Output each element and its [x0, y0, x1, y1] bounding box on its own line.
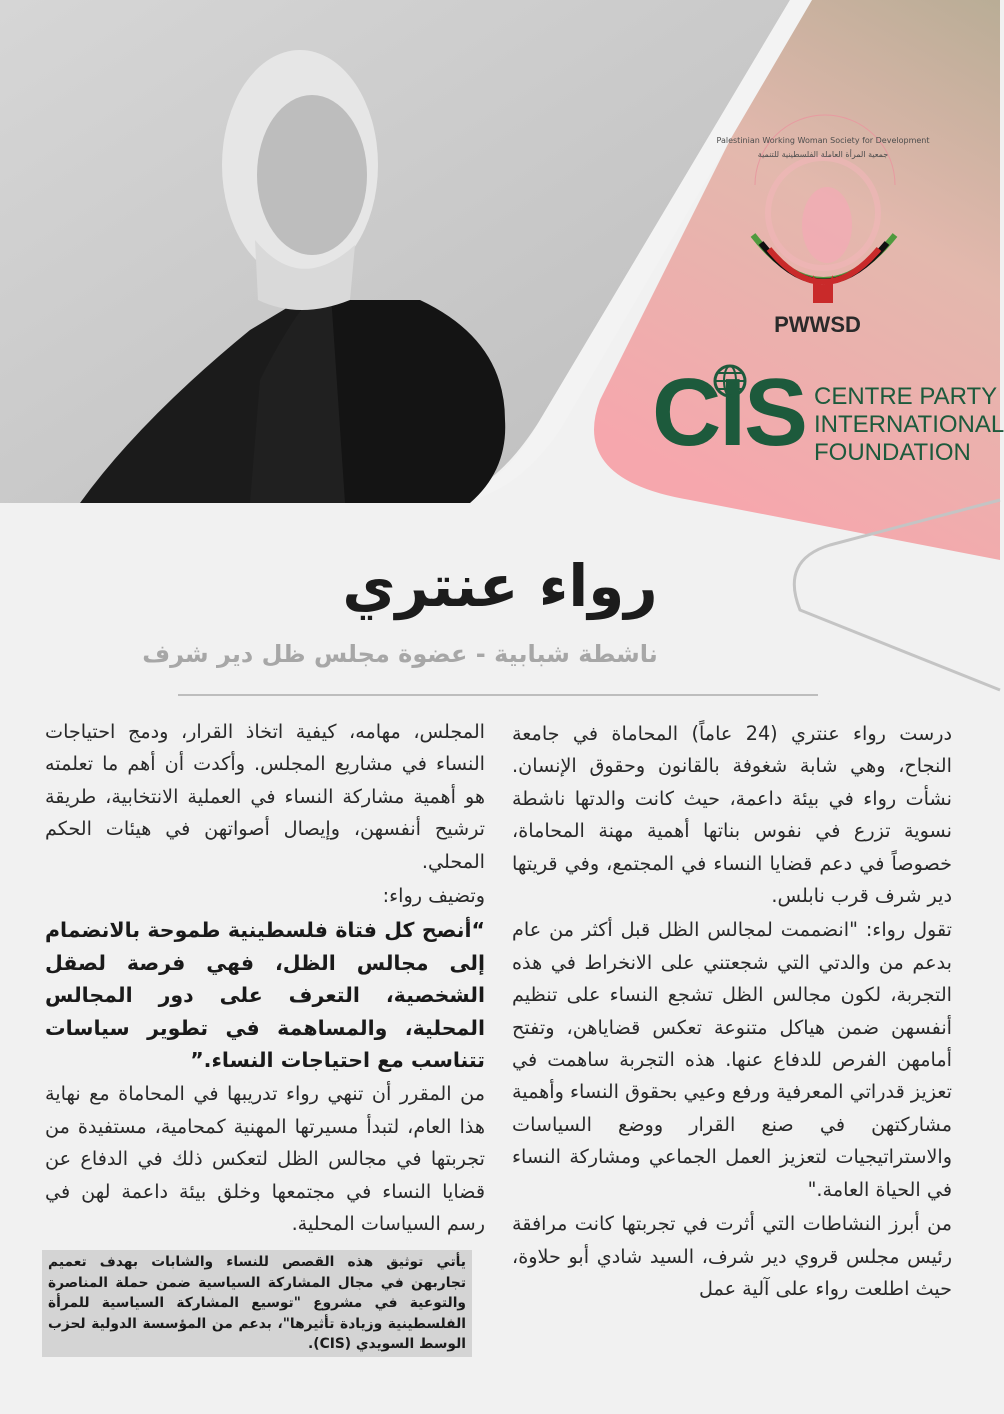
paragraph: من أبرز النشاطات التي أثرت في تجربتها كانت مرافقة رئيس مجلس قروي دير شرف، السيد شادي أبو حلاوة، حيث اطلعت رواء على آلية عمل: [512, 1212, 952, 1300]
cis-name: [814, 383, 1004, 467]
pwwsd-logo: [716, 125, 930, 340]
footnote-box: يأتي توثيق هذه القصص للنساء والشابات بهدف تعميم تجاربهن في مجال المشاركة السياسية ضمن حملة المناصرة والتوعية في مشروع "توسيع المشاركة السياسية للمرأة الفلسطينية وزيادة تأثيرها"، بدعم من المؤسسة الدولية لحزب الوسط السويدي (CIS).: [42, 1250, 472, 1357]
paragraph: من المقرر أن تنهي رواء تدريبها في المحاماة مع نهاية هذا العام، لتبدأ مسيرتها المهنية كمحامية، مستفيدة من تجربتها في مجالس الظل لتعكس ذلك في الدفاع عن قضايا النساء في مجتمعها وخلق بيئة داعمة لهن في رسم السياسات المحلية.: [45, 1082, 485, 1236]
article-column-right: [512, 718, 952, 1307]
quote: “أنصح كل فتاة فلسطينية طموحة بالانضمام إلى مجالس الظل، فهي فرصة لصقل الشخصية، التعرف على دور المجالس المحلية، والمساهمة في تطوير سياسات تتناسب مع احتياجات النساء.”: [45, 918, 485, 1073]
cis-line-1: CENTRE PARTY: [814, 383, 998, 410]
article-column-left: [45, 716, 485, 1243]
cis-line-2: INTERNATIONAL: [814, 411, 1004, 438]
cis-line-3: FOUNDATION: [814, 439, 971, 466]
pwwsd-ar-text: جمعية المرأة العاملة الفلسطينية للتنمية: [757, 150, 889, 159]
paragraph: درست رواء عنتري (24 عاماً) المحاماة في جامعة النجاح، وهي شابة شغوفة بالقانون وحقوق الإنسان. نشأت رواء في بيئة داعمة، حيث كانت والدتها ناشطة نسوية تزرع في نفوس بناتها أهمية مهنة المحاماة، خصوصاً في دعم قضايا النساء في المجتمع، وفي قريتها دير شرف قرب نابلس.: [512, 722, 952, 908]
paragraph: تقول رواء: "انضممت لمجالس الظل قبل أكثر من عام بدعم من والدتي التي شجعتني على الانخراط في هذه التجربة، لكون مجالس الظل تشجع النساء على تنظيم أنفسهن ضمن هياكل متنوعة تعكس قضاياهن، وتفتح أمامهن الفرص للدفاع عنها. هذه التجربة ساهمت في تعزيز قدراتي المعرفية ورفع وعيي بحقوق النساء وأهمية مشاركتهن في صنع القرار ووضع السياسات والاستراتيجيات لتعزيز العمل الجماعي ومشاركة النساء في الحياة العامة.": [512, 918, 952, 1201]
profile-subtitle: ناشطة شبابية - عضوة مجلس ظل دير شرف: [142, 640, 658, 668]
cis-letters: CIS: [652, 359, 807, 466]
divider: [178, 694, 818, 696]
globe-icon: [712, 363, 748, 399]
pwwsd-label: PWWSD: [774, 312, 861, 337]
pwwsd-en-text: Palestinian Working Woman Society for Development: [716, 136, 930, 145]
paragraph: وتضيف رواء:: [382, 884, 485, 908]
profile-name: رواء عنتري: [342, 552, 658, 620]
cis-logo: [652, 359, 1004, 466]
paragraph: المجلس، مهامه، كيفية اتخاذ القرار، ودمج احتياجات النساء في مشاريع المجلس. وأكدت أن أهم ما تعلمته هو أهمية مشاركة النساء في العملية الانتخابية، طريقة ترشيح أنفسهن، وإيصال أصواتهن في هيئات الحكم المحلي.: [45, 720, 485, 873]
